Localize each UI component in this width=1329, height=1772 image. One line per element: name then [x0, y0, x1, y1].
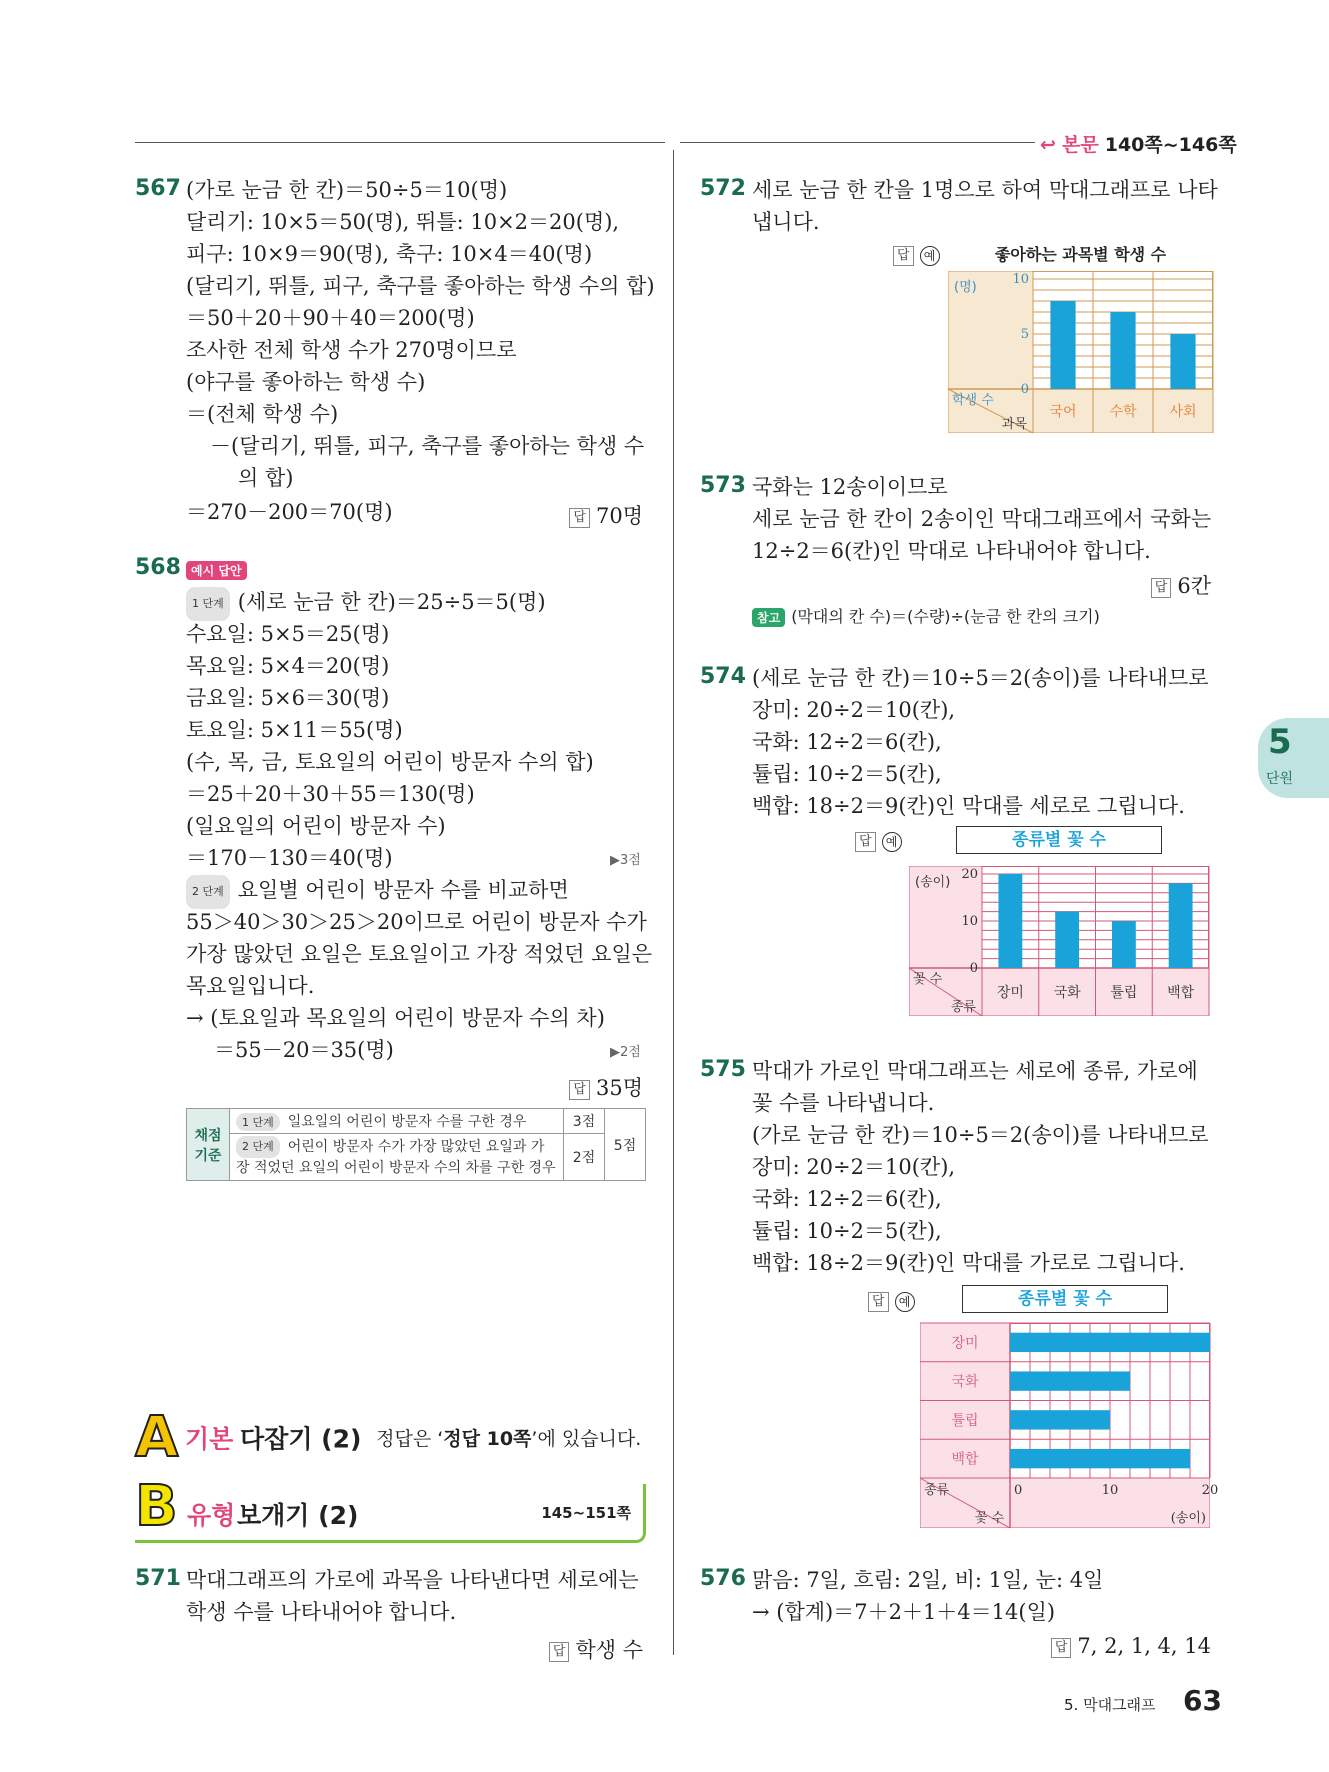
- chart-bar: [1169, 883, 1193, 968]
- answer-574-label: [855, 828, 908, 852]
- chart-bar: [1010, 1371, 1130, 1390]
- answer-568: [569, 1072, 643, 1102]
- line: (야구를 좋아하는 학생 수): [186, 370, 426, 394]
- problem-number-576: 576: [700, 1566, 746, 1591]
- chart-category-label: 국화: [1053, 985, 1081, 1001]
- header-ref-pages: 140쪽~146쪽: [1104, 134, 1237, 156]
- line: 세로 눈금 한 칸을 1명으로 하여 막대그래프로 나타: [752, 178, 1218, 202]
- chart-category-label: 장미: [996, 985, 1024, 1001]
- chart-tick-label: 0: [969, 961, 978, 976]
- answer-575-label: [868, 1288, 921, 1312]
- line: 국화: 12÷2＝6(칸),: [752, 730, 942, 754]
- answer-value: 35명: [595, 1076, 643, 1100]
- example-answer-label: 예시 답안: [186, 561, 247, 580]
- chart-1: [948, 271, 1213, 433]
- line: 백합: 18÷2＝9(칸)인 막대를 세로로 그립니다.: [752, 794, 1185, 818]
- chart-bar: [1110, 312, 1135, 389]
- chart-corner-top-label: 꽃 수: [913, 972, 943, 987]
- chart-bar: [1112, 921, 1136, 968]
- line: 목요일: 5×4＝20(명): [186, 654, 390, 678]
- chart-bar: [1170, 334, 1195, 389]
- section-b-letter: B: [135, 1474, 178, 1539]
- line: 목요일입니다.: [186, 974, 315, 998]
- chart-tick-label: 10: [961, 914, 978, 929]
- page-number: 63: [1183, 1684, 1222, 1717]
- line: ＝170－130＝40(명): [186, 846, 393, 870]
- line: → (합계)＝7＋2＋1＋4＝14(일): [752, 1600, 1056, 1624]
- answer-value: 학생 수: [575, 1638, 643, 1662]
- chart-tick-label: 10: [1012, 272, 1029, 287]
- chapter-tab-number: 5: [1268, 722, 1292, 762]
- line: (가로 눈금 한 칸)＝10÷5＝2(송이)를 나타내므로: [752, 1123, 1209, 1147]
- chart-bar: [1010, 1333, 1210, 1352]
- chart-category-label: 백합: [951, 1451, 979, 1468]
- line: ＝25＋20＋30＋55＝130(명): [186, 782, 475, 806]
- answer-572-label: [893, 242, 946, 266]
- line: → (토요일과 목요일의 어린이 방문자 수의 차): [186, 1006, 605, 1030]
- step2-line: [186, 874, 569, 909]
- example-answer-badge: [186, 556, 247, 580]
- answer-567: [569, 500, 643, 530]
- step1-text: (세로 눈금 한 칸)＝25÷5＝5(명): [237, 590, 546, 614]
- line: 맑음: 7일, 흐림: 2일, 비: 1일, 눈: 4일: [752, 1568, 1104, 1592]
- line: ＝50＋20＋90＋40＝200(명): [186, 306, 475, 330]
- line: 튤립: 10÷2＝5(칸),: [752, 1219, 942, 1243]
- header-ref: [1040, 130, 1237, 157]
- chart-bar: [1050, 301, 1075, 389]
- line: 국화: 12÷2＝6(칸),: [752, 1187, 942, 1211]
- chart-tick-label: 10: [1101, 1483, 1119, 1498]
- line: 12÷2＝6(칸)인 막대로 나타내어야 합니다.: [752, 539, 1151, 563]
- chart-category-label: 국화: [951, 1374, 979, 1391]
- section-a-title1: 기본: [185, 1424, 234, 1454]
- chart-3-title: 종류별 꽃 수: [962, 1285, 1168, 1313]
- answer-label: 답: [569, 508, 590, 528]
- header-rule-left: [135, 142, 665, 143]
- line: (달리기, 뛰틀, 피구, 축구를 좋아하는 학생 수의 합): [186, 274, 655, 298]
- line: 세로 눈금 한 칸이 2송이인 막대그래프에서 국화는: [752, 507, 1212, 531]
- points-step1: ▶3점: [610, 853, 641, 868]
- answer-571: [549, 1634, 643, 1664]
- line: 막대가 가로인 막대그래프는 세로에 종류, 가로에: [752, 1059, 1198, 1083]
- section-a-heading: [135, 1405, 641, 1470]
- answer-label: 답: [549, 1642, 570, 1662]
- column-divider: [673, 150, 674, 1655]
- line: 튤립: 10÷2＝5(칸),: [752, 762, 942, 786]
- problem-number-575: 575: [700, 1057, 746, 1082]
- criteria-row-2-points: 2점: [564, 1134, 605, 1181]
- answer-label: 답: [1051, 1638, 1072, 1658]
- criteria-row-2: 2 단계 어린이 방문자 수가 가장 많았던 요일과 가장 적었던 요일의 어린이 방문자 수의 차를 구한 경우: [230, 1134, 564, 1181]
- header-rule-right: [680, 142, 1035, 143]
- chart-unit-label: (송이): [1170, 1511, 1206, 1526]
- note-badge: 참고: [752, 608, 785, 627]
- problem-number-572: 572: [700, 176, 746, 201]
- answer-value: 6칸: [1177, 574, 1211, 598]
- problem-number-573: 573: [700, 473, 746, 498]
- chart-bar: [1010, 1410, 1110, 1429]
- chart-2-title: 종류별 꽃 수: [956, 826, 1162, 854]
- chart-category-label: 튤립: [951, 1412, 979, 1429]
- chart-1-title: 좋아하는 과목별 학생 수: [994, 245, 1167, 264]
- grading-criteria: [186, 1108, 646, 1181]
- line: 달리기: 10×5＝50(명), 뛰틀: 10×2＝20(명),: [186, 210, 620, 234]
- chart-unit-label: (명): [954, 280, 977, 295]
- answer-573: [1151, 570, 1211, 600]
- answer-label: 답: [893, 246, 914, 266]
- section-b-title2: 보개기 (2): [237, 1501, 359, 1530]
- line: 장미: 20÷2＝10(칸),: [752, 1155, 956, 1179]
- chart-bar: [998, 874, 1022, 968]
- chart-bar: [1010, 1449, 1190, 1468]
- section-a-letter: A: [135, 1405, 179, 1470]
- line: (가로 눈금 한 칸)＝50÷5＝10(명): [186, 178, 508, 202]
- section-b-heading: [135, 1474, 646, 1543]
- line: 장미: 20÷2＝10(칸),: [752, 698, 956, 722]
- chapter-tab: [1258, 718, 1329, 798]
- chart-corner-bottom-label: 종류: [950, 1000, 976, 1015]
- chart-category-label: 사회: [1169, 404, 1197, 420]
- line: －(달리기, 뛰틀, 피구, 축구를 좋아하는 학생 수: [210, 434, 645, 458]
- chart-category-label: 백합: [1167, 985, 1195, 1001]
- chart-corner-bottom-label: 꽃 수: [974, 1511, 1004, 1526]
- line: 가장 많았던 요일은 토요일이고 가장 적었던 요일은: [186, 942, 653, 966]
- header-ref-label: 본문: [1061, 134, 1099, 156]
- line: (수, 목, 금, 토요일의 어린이 방문자 수의 합): [186, 750, 594, 774]
- section-a-title2: 다잡기 (2): [240, 1424, 362, 1454]
- line: 학생 수를 나타내어야 합니다.: [186, 1600, 457, 1624]
- step1-line: [186, 586, 546, 621]
- chart-tick-label: 5: [1020, 327, 1029, 342]
- problem-number-568: 568: [135, 555, 181, 580]
- line: 백합: 18÷2＝9(칸)인 막대를 가로로 그립니다.: [752, 1251, 1185, 1275]
- line: 조사한 전체 학생 수가 270명이므로: [186, 338, 517, 362]
- line: 금요일: 5×6＝30(명): [186, 686, 390, 710]
- note-573: [752, 604, 1100, 627]
- chart-category-label: 튤립: [1110, 985, 1138, 1001]
- step1-badge: 1 단계: [186, 587, 230, 621]
- chart-bar: [1055, 912, 1079, 968]
- chart-category-label: 국어: [1049, 404, 1077, 420]
- line: 토요일: 5×11＝55(명): [186, 718, 403, 742]
- note-text: (막대의 칸 수)＝(수량)÷(눈금 한 칸의 크기): [791, 607, 1100, 626]
- example-mark: 예: [920, 246, 940, 266]
- chart-corner-top-label: 학생 수: [952, 393, 994, 408]
- line: 냅니다.: [752, 210, 820, 234]
- line: (일요일의 어린이 방문자 수): [186, 814, 446, 838]
- section-b-title1: 유형: [187, 1501, 236, 1530]
- answer-label: 답: [855, 832, 876, 852]
- step2-badge: 2 단계: [186, 875, 230, 909]
- chart-3: [920, 1323, 1219, 1528]
- line: 55＞40＞30＞25＞20이므로 어린이 방문자 수가: [186, 910, 647, 934]
- chart-tick-label: 20: [961, 867, 978, 882]
- line: 의 합): [238, 466, 294, 490]
- answer-label: 답: [868, 1292, 889, 1312]
- chart-tick-label: 0: [1020, 382, 1029, 397]
- points-step2: ▶2점: [610, 1045, 641, 1060]
- chapter-tab-label: 단원: [1266, 771, 1294, 787]
- answer-576: [1051, 1634, 1211, 1658]
- answer-label: 답: [1151, 578, 1172, 598]
- step2-text: 요일별 어린이 방문자 수를 비교하면: [237, 878, 569, 902]
- line: 피구: 10×9＝90(명), 축구: 10×4＝40(명): [186, 242, 593, 266]
- answer-value: 7, 2, 1, 4, 14: [1077, 1634, 1211, 1658]
- answer-label: 답: [569, 1080, 590, 1100]
- line: (세로 눈금 한 칸)＝10÷5＝2(송이)를 나타내므로: [752, 666, 1209, 690]
- chart-2: [909, 866, 1209, 1016]
- chart-corner-bottom-label: 과목: [1001, 417, 1027, 432]
- criteria-title: 채점 기준: [187, 1109, 230, 1181]
- return-arrow-icon: ↩: [1040, 134, 1056, 156]
- example-mark: 예: [895, 1292, 915, 1312]
- problem-number-571: 571: [135, 1566, 181, 1591]
- line: ＝(전체 학생 수): [186, 402, 339, 426]
- line: ＝270－200＝70(명): [186, 500, 393, 524]
- answer-value: 70명: [595, 504, 643, 528]
- line: 국화는 12송이이므로: [752, 475, 948, 499]
- line: 수요일: 5×5＝25(명): [186, 622, 390, 646]
- chart-category-label: 장미: [951, 1335, 979, 1352]
- example-mark: 예: [882, 832, 902, 852]
- chart-tick-label: 0: [1014, 1483, 1023, 1498]
- chart-unit-label: (송이): [915, 875, 951, 890]
- footer-chapter: 5. 막대그래프: [1064, 1696, 1156, 1714]
- criteria-total: 5점: [605, 1109, 646, 1181]
- problem-number-574: 574: [700, 664, 746, 689]
- line: 꽃 수를 나타냅니다.: [752, 1091, 935, 1115]
- criteria-row-1-points: 3점: [564, 1109, 605, 1134]
- line: ＝55－20＝35(명): [214, 1038, 394, 1062]
- section-a-note: 정답은 ‘정답 10쪽’에 있습니다.: [376, 1428, 642, 1450]
- chart-corner-top-label: 종류: [924, 1483, 950, 1498]
- chart-category-label: 수학: [1109, 404, 1137, 420]
- problem-number-567: 567: [135, 176, 181, 201]
- section-b-pages: 145~151쪽: [541, 1504, 631, 1522]
- chart-tick-label: 20: [1201, 1483, 1219, 1498]
- criteria-row-1: 1 단계 일요일의 어린이 방문자 수를 구한 경우: [230, 1109, 564, 1134]
- line: 막대그래프의 가로에 과목을 나타낸다면 세로에는: [186, 1568, 639, 1592]
